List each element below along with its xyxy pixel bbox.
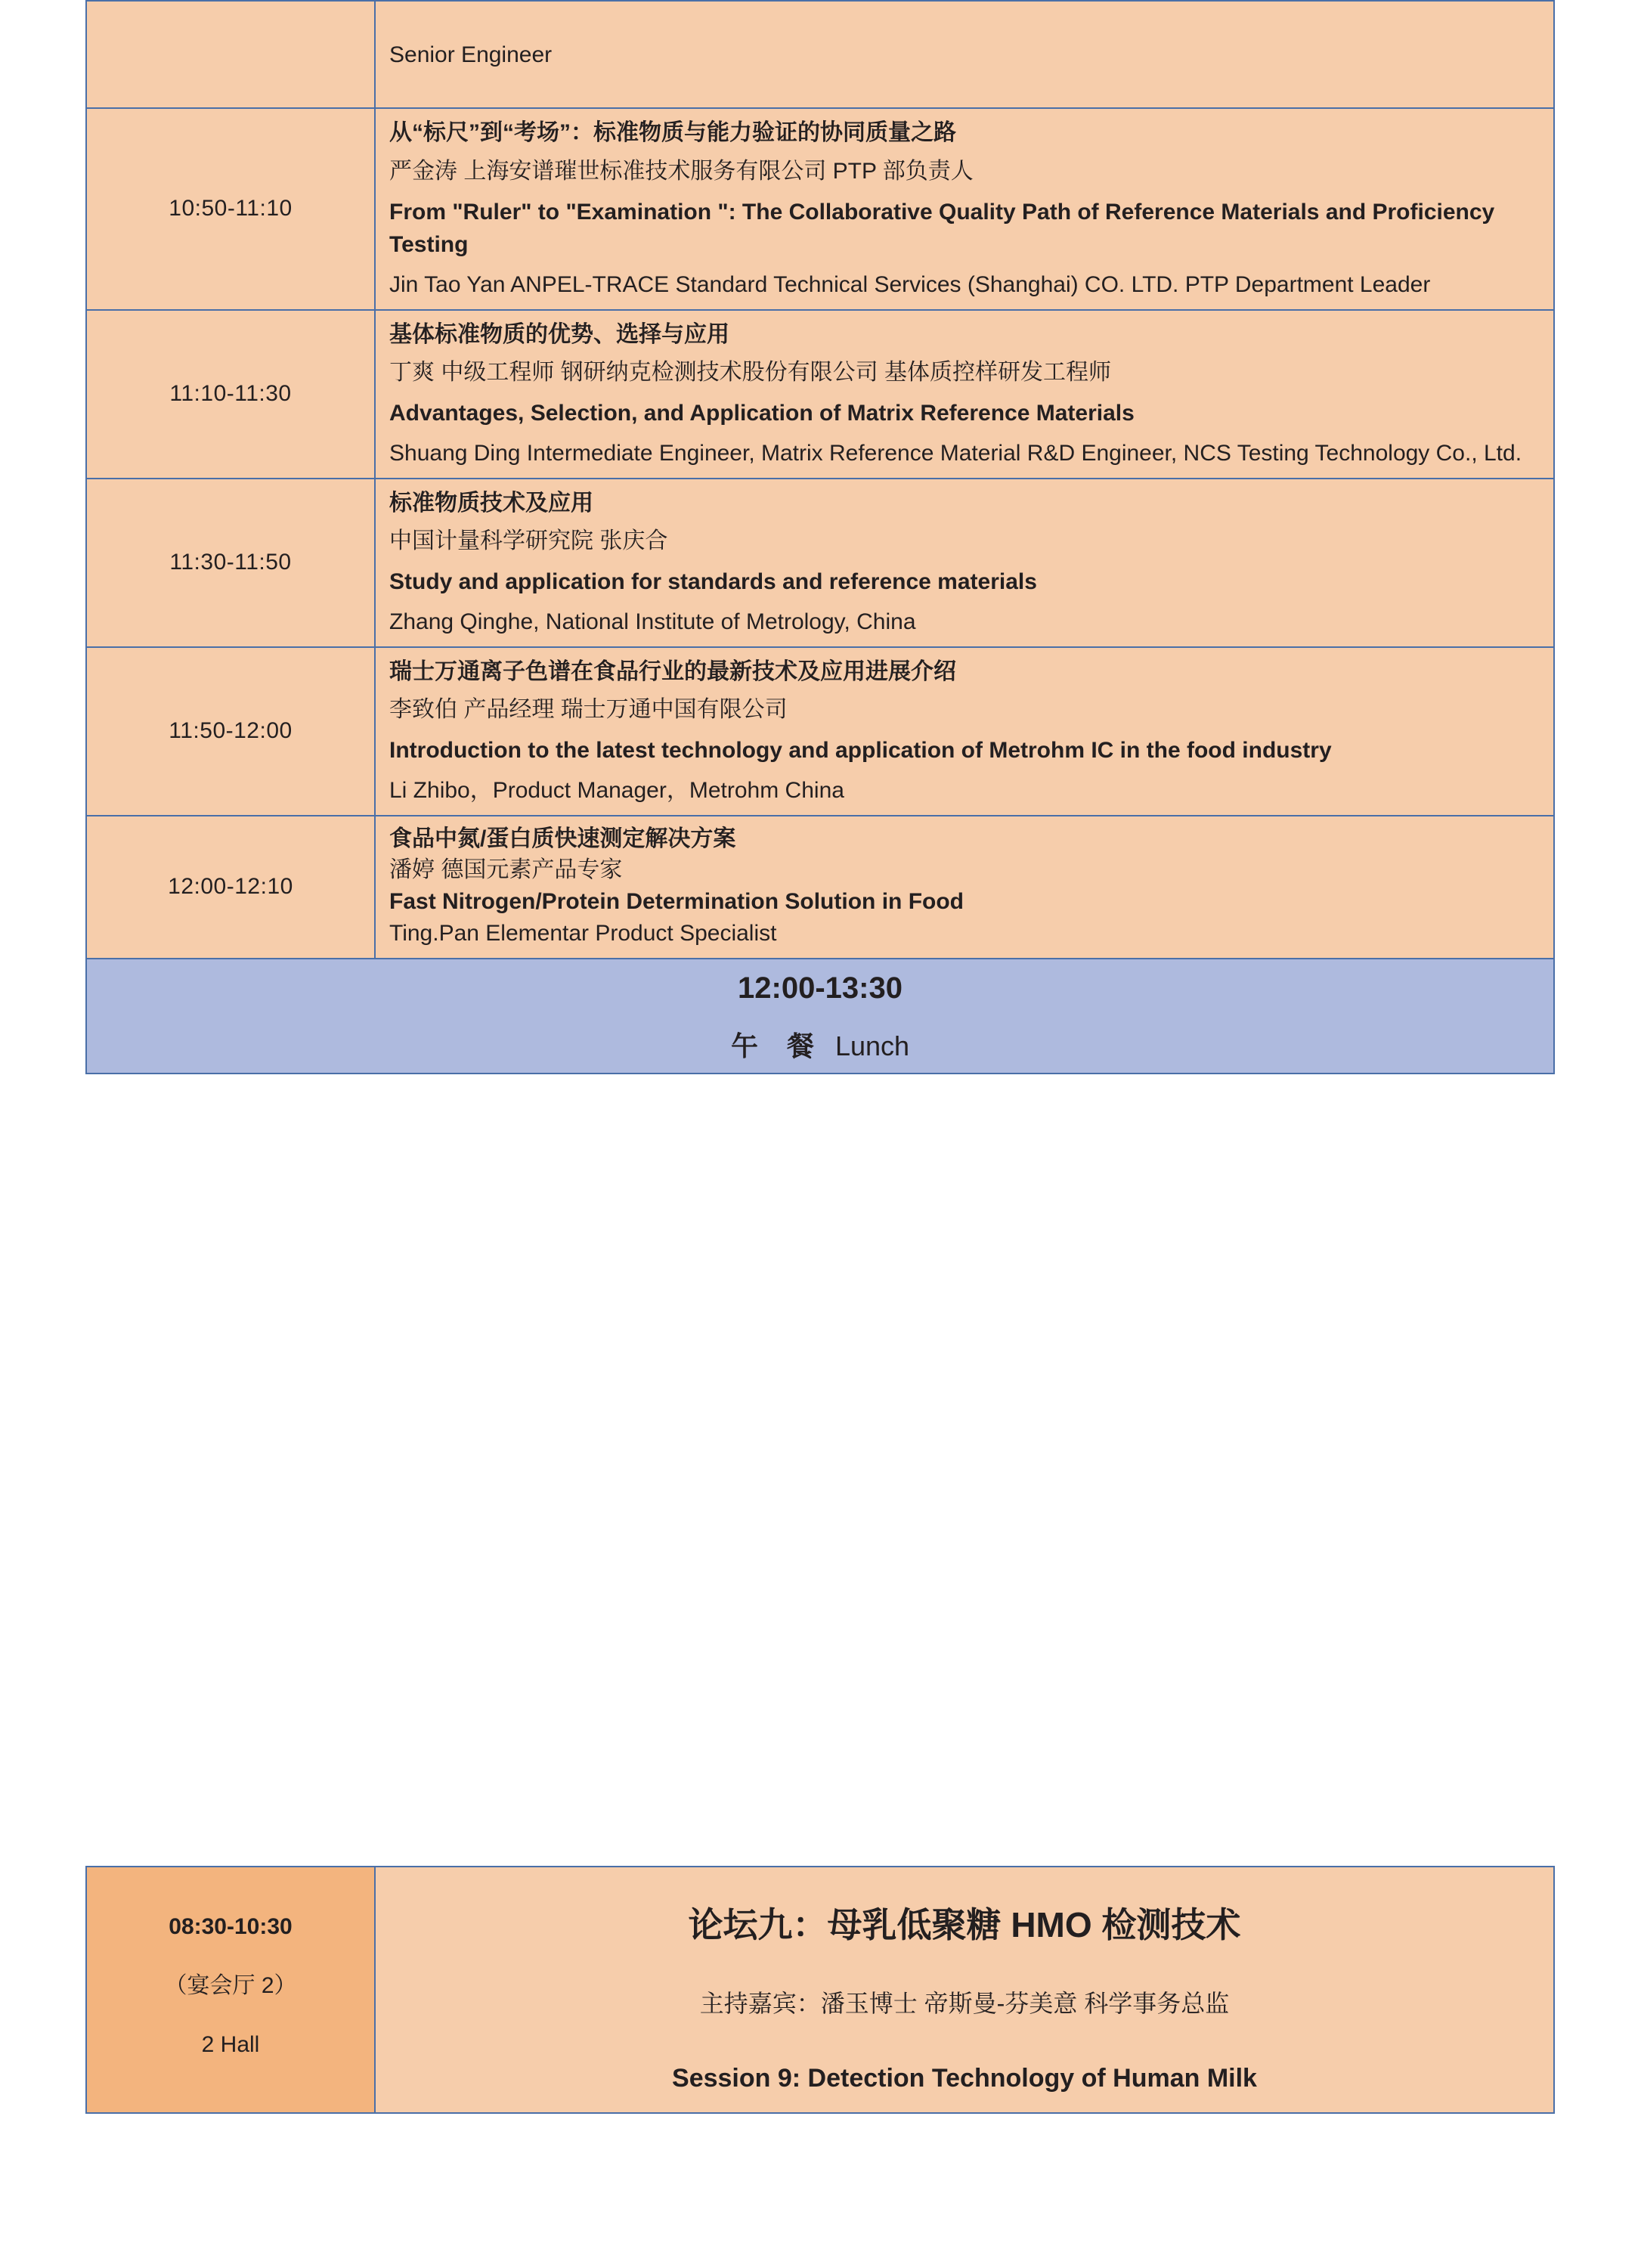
session-venue-zh: （宴会厅 2） <box>164 1973 297 1998</box>
lunch-row <box>86 959 1554 1074</box>
speaker-zh: 李致伯 产品经理 瑞士万通中国有限公司 <box>389 697 788 722</box>
row-time: 11:10-11:30 <box>86 310 375 479</box>
talk-title-en: Study and application for standards and reference materials <box>389 569 1037 594</box>
table-row <box>86 310 1554 479</box>
row-content <box>375 816 1554 959</box>
session-venue-en: 2 Hall <box>201 2032 260 2057</box>
talk-title-zh: 标准物质技术及应用 <box>389 490 593 516</box>
talk-title-zh: 从“标尺”到“考场”：标准物质与能力验证的协同质量之路 <box>389 120 956 145</box>
speaker-en: Jin Tao Yan ANPEL-TRACE Standard Technical Services (Shanghai) CO. LTD. PTP Department Leader <box>389 271 1431 297</box>
row-time: 11:30-11:50 <box>86 479 375 647</box>
table-row <box>86 816 1554 959</box>
speaker-en: Ting.Pan Elementar Product Specialist <box>389 921 777 947</box>
speaker-en: Senior Engineer <box>389 42 553 67</box>
speaker-zh: 严金涛 上海安谱璀世标准技术服务有限公司 PTP 部负责人 <box>389 158 974 184</box>
talk-title-zh: 瑞士万通离子色谱在食品行业的最新技术及应用进展介绍 <box>389 658 956 684</box>
speaker-zh: 中国计量科学研究院 张庆合 <box>389 528 668 553</box>
session-title-zh: 论坛九：母乳低聚糖 HMO 检测技术 <box>688 1905 1241 1944</box>
lunch-break <box>86 959 1554 1074</box>
talk-title-zh: 基体标准物质的优势、选择与应用 <box>389 321 729 347</box>
row-time: 12:00-12:10 <box>86 816 375 959</box>
session-row <box>86 1867 1554 2113</box>
talk-title-en: Introduction to the latest technology and application of Metrohm IC in the food industry <box>389 738 1332 763</box>
row-content <box>375 479 1554 647</box>
row-content <box>375 647 1554 816</box>
row-time: 11:50-12:00 <box>86 647 375 816</box>
talk-title-en: Advantages, Selection, and Application of Matrix Reference Materials <box>389 401 1135 426</box>
session-host-zh: 主持嘉宾：潘玉博士 帝斯曼-芬美意 科学事务总监 <box>699 1990 1230 2018</box>
speaker-en: Shuang Ding Intermediate Engineer, Matrix Reference Material R&D Engineer, NCS Testing Technology Co., Ltd. <box>389 440 1522 466</box>
session-body-cell <box>375 1867 1554 2113</box>
talk-title-en: From "Ruler" to "Examination ": The Collaborative Quality Path of Reference Materials and Proficiency Testing <box>389 199 1495 257</box>
speaker-en: Li Zhibo，Product Manager，Metrohm China <box>389 777 844 803</box>
speaker-zh: 潘婷 德国元素产品专家 <box>389 857 623 883</box>
session9-table <box>85 1866 1555 2114</box>
talk-title-zh: 食品中氮/蛋白质快速测定解决方案 <box>389 826 736 851</box>
row-time: 10:50-11:10 <box>86 108 375 310</box>
table-row <box>86 1 1554 108</box>
speaker-zh: 丁爽 中级工程师 钢研纳克检测技术股份有限公司 基体质控样研发工程师 <box>389 360 1112 385</box>
table-row <box>86 108 1554 310</box>
table-row <box>86 647 1554 816</box>
table-row <box>86 479 1554 647</box>
lunch-time: 12:00-13:30 <box>738 971 903 1005</box>
lunch-label-en: Lunch <box>834 1030 910 1062</box>
lunch-label <box>101 1027 1540 1065</box>
session-time: 08:30-10:30 <box>169 1914 293 1939</box>
row-content <box>375 310 1554 479</box>
agenda-table <box>85 0 1555 1074</box>
session-title-en: Session 9: Detection Technology of Human Milk <box>672 2064 1257 2093</box>
lunch-label-zh: 午 餐 <box>730 1030 825 1062</box>
row-time <box>86 1 375 108</box>
speaker-en: Zhang Qinghe, National Institute of Metrology, China <box>389 609 916 634</box>
row-content <box>375 108 1554 310</box>
session-time-cell <box>86 1867 375 2113</box>
row-content <box>375 1 1554 108</box>
talk-title-en: Fast Nitrogen/Protein Determination Solution in Food <box>389 889 964 915</box>
